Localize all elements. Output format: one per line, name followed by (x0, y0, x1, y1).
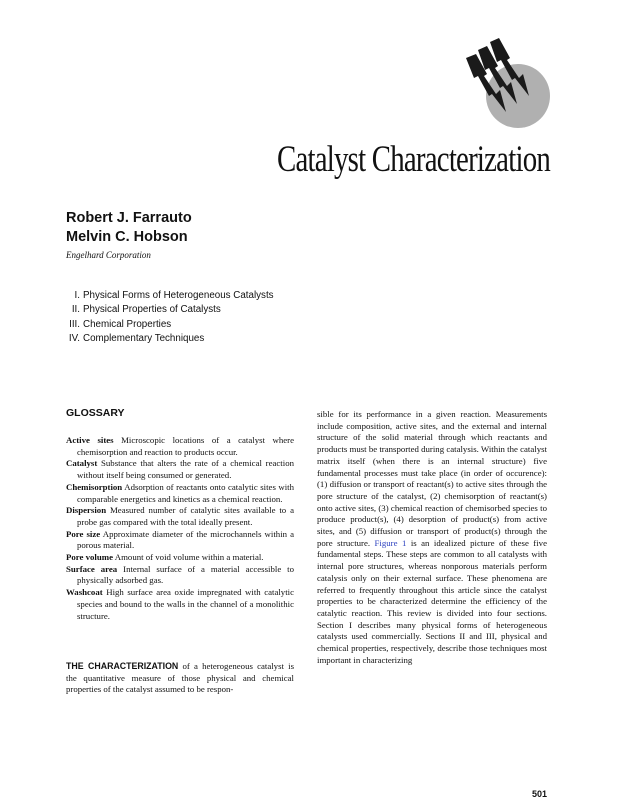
author-affiliation: Engelhard Corporation (66, 250, 151, 260)
toc-item-label: Physical Properties of Catalysts (83, 304, 221, 316)
glossary-term: Pore size (66, 528, 101, 539)
glossary-entry (66, 505, 294, 528)
glossary-entry (66, 552, 294, 564)
glossary-definition: Internal surface of a material accessible to physically adsorbed gas. (77, 563, 294, 586)
glossary-definition: High surface area oxide impregnated with catalytic species and bound to the walls in the channel of a monolithic structure. (77, 587, 294, 621)
page-number: 501 (531, 789, 547, 799)
glossary-term: Pore volume (66, 552, 113, 563)
toc-item (60, 289, 274, 303)
toc-item (60, 303, 274, 317)
glossary-term: Dispersion (66, 505, 107, 516)
author-name: Melvin C. Hobson (66, 229, 188, 245)
glossary-entry (66, 587, 294, 622)
toc-item-label: Complementary Techniques (83, 332, 205, 344)
glossary-definition: Adsorption of reactants onto catalytic sites with comparable energetics and kinetics as a chemical reaction. (77, 481, 294, 504)
table-of-contents (60, 289, 274, 346)
body-text: sible for its performance in a given reaction. Measurements include composition, active sites, and the external and internal structure of the solid material through which reactants and products must be transported during catalysis. Within the catalyst matrix itself (when there is an internal structure) five fundamental processes must take place (in order of occurence): (1) diffusion or transport of reactant(s) to active sites through the pore structure of the catalyst, (2) chemisorption of reactant(s) onto active sites, (3) chemical reaction of chemisorbed species to produce product(s), (4) desorption of product(s) from active sites, and (5) diffusion or transport of product(s) through the pore structure. (317, 409, 547, 548)
toc-item-label: Physical Forms of Heterogeneous Catalysts (83, 290, 274, 301)
toc-item (60, 332, 274, 346)
article-title: Catalyst Characterization (277, 139, 550, 180)
toc-item-number: IV. (68, 332, 80, 344)
body-text-right-column (317, 409, 547, 666)
glossary-definition: Approximate diameter of the microchannels within a porous material. (77, 528, 294, 551)
glossary-definition: Substance that alters the rate of a chemical reaction without itself being consumed or generated. (77, 458, 294, 481)
glossary-entry (66, 482, 294, 505)
intro-lead: THE CHARACTERIZATION (66, 661, 179, 671)
glossary-entry (66, 435, 294, 458)
toc-item (60, 318, 274, 332)
author-name: Robert J. Farrauto (66, 210, 192, 226)
glossary-definition: Measured number of catalytic sites available to a probe gas compared with the total ideally present. (77, 505, 294, 527)
glossary-term: Active sites (66, 435, 114, 445)
glossary-term: Washcoat (66, 587, 103, 598)
glossary-term: Catalyst (66, 458, 98, 469)
figure-link[interactable]: Figure 1 (374, 537, 407, 548)
glossary-entry (66, 564, 294, 587)
glossary-heading: GLOSSARY (66, 407, 125, 419)
glossary-definition: Microscopic locations of a catalyst where chemisorption and reaction to products occur. (77, 435, 294, 457)
toc-item-number: III. (69, 318, 80, 330)
glossary-definition: Amount of void volume within a material. (114, 552, 264, 563)
intro-text: of a heterogeneous catalyst is the quantitative measure of those physical and chemical properties of the catalyst assumed to be respon- (66, 661, 294, 695)
glossary-list (66, 435, 294, 622)
glossary-term: Chemisorption (66, 481, 123, 492)
glossary-entry (66, 529, 294, 552)
lightning-bolts-circle-icon (460, 38, 550, 138)
toc-item-number: II. (71, 304, 80, 316)
glossary-term: Surface area (66, 563, 118, 574)
body-text: is an idealized picture of these five fundamental steps. These steps are common to all catalysts with internal pore structures, whereas nonporous materials perform catalysis only on their external surface. These phenomena are referred to frequently throughout this article since the catalyst properties to be characterized determine the efficiency of the catalytic reaction. This review is divided into four sections. Section I describes many physical forms of heterogeneous catalysts used commercially. Sections II and III, physical and chemical properties, respectively, describe those techniques most important in characterizing (317, 537, 547, 665)
toc-item-label: Chemical Properties (83, 318, 172, 330)
intro-paragraph (66, 661, 294, 696)
glossary-entry (66, 458, 294, 481)
toc-item-number: I. (74, 290, 80, 301)
